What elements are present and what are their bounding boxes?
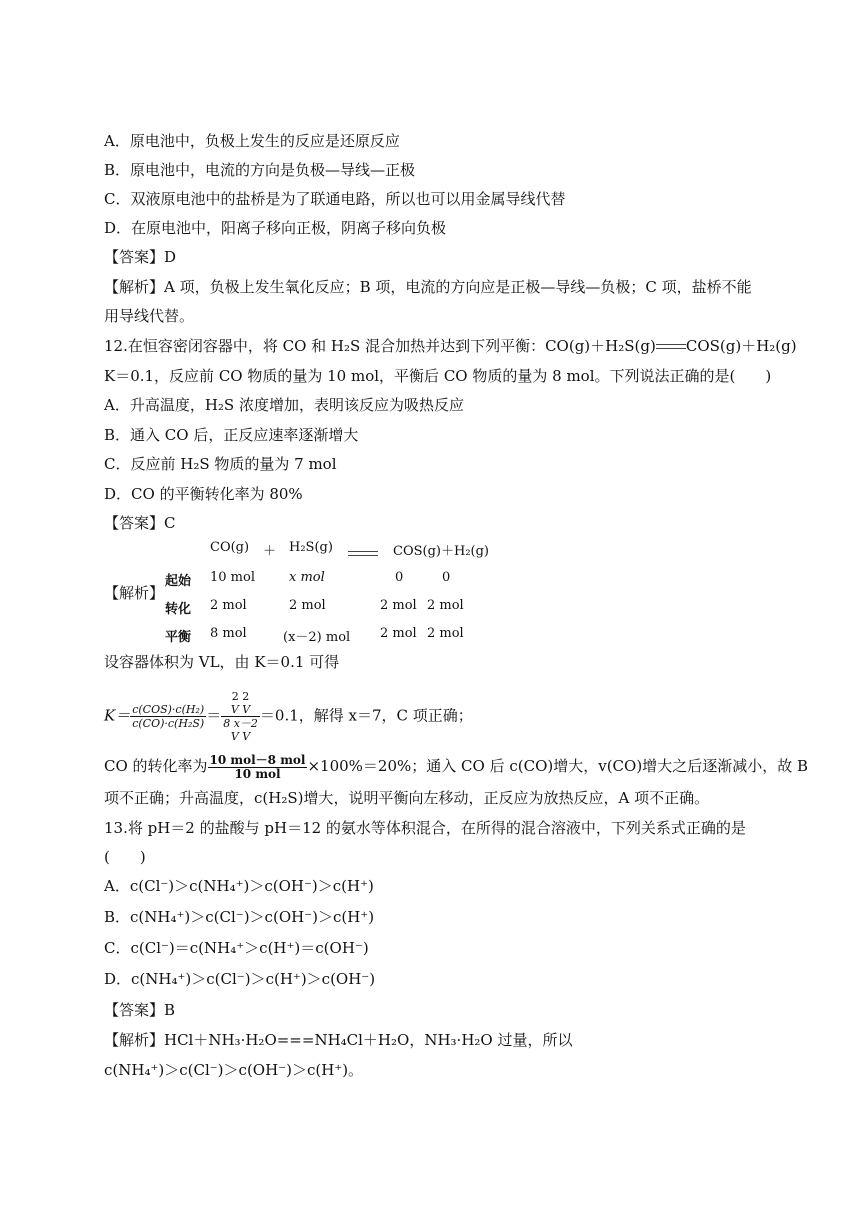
q12-k-expression	[104, 690, 473, 743]
k-tail: ＝0.1，解得 x＝7，C 项正确；	[259, 706, 473, 725]
q13-option-d: D．c(NH₄⁺)＞c(Cl⁻)＞c(H⁺)＞c(OH⁻)	[104, 970, 376, 988]
table-cell: 8 mol	[210, 626, 247, 641]
q12-stem-line1	[104, 336, 797, 356]
q12-stem-line2: K＝0.1，反应前 CO 物质的量为 10 mol，平衡后 CO 物质的量为 8 mol。下列说法正确的是( )	[104, 367, 772, 385]
q12-option-b: B．通入 CO 后，正反应速率逐渐增大	[104, 426, 359, 444]
k-num-bottom: V V	[230, 703, 251, 716]
table-cell: 10 mol	[210, 570, 255, 585]
k-prefix: K＝	[104, 706, 131, 725]
table-cell: 2 mol	[210, 598, 247, 613]
q13-stem-line2: ( )	[104, 848, 146, 866]
q12-volume-line: 设容器体积为 VL，由 K＝0.1 可得	[104, 653, 340, 671]
q13-option-a: A．c(Cl⁻)＞c(NH₄⁺)＞c(OH⁻)＞c(H⁺)	[104, 877, 374, 895]
q12-option-c: C．反应前 H₂S 物质的量为 7 mol	[104, 455, 337, 473]
conv-numerator: 10 mol－8 mol	[209, 752, 306, 767]
table-equilibrium-arrow-icon	[348, 546, 378, 561]
q12-option-d: D．CO 的平衡转化率为 80%	[104, 485, 303, 503]
q11-option-a: A．原电池中，负极上发生的反应是还原反应	[104, 132, 400, 150]
k-num-top: 2 2	[231, 690, 250, 703]
table-cell: 0	[442, 570, 451, 585]
table-cell: 2 mol	[427, 598, 464, 613]
k-den-bottom: V V	[230, 730, 251, 743]
k-fraction-numerator: c(COS)·c(H₂)	[132, 703, 205, 716]
q11-option-b: B．原电池中，电流的方向是负极—导线—正极	[104, 161, 416, 179]
q12-answer: 【答案】C	[104, 514, 176, 532]
table-header-products: COS(g)＋H₂(g)	[393, 544, 489, 559]
k-fraction-values	[221, 690, 260, 743]
conv-prefix: CO 的转化率为	[104, 757, 208, 775]
equilibrium-arrow-icon	[656, 343, 686, 351]
q13-option-b: B．c(NH₄⁺)＞c(Cl⁻)＞c(OH⁻)＞c(H⁺)	[104, 908, 375, 926]
q13-stem-line1: 13.将 pH＝2 的盐酸与 pH＝12 的氨水等体积混合，在所得的混合溶液中，下列关系式正确的是	[104, 819, 746, 837]
k-den-top: 8 x－2	[223, 717, 258, 730]
q11-option-c: C．双液原电池中的盐桥是为了联通电路，所以也可以用金属导线代替	[104, 190, 566, 208]
table-header-plus: ＋	[263, 544, 277, 559]
table-cell: (x－2) mol	[283, 630, 351, 645]
conv-tail: ×100%＝20%；通入 CO 后 c(CO)增大，v(CO)增大之后逐渐减小，故 B	[307, 757, 808, 775]
q12-stem-right: COS(g)＋H₂(g)	[685, 337, 797, 355]
q11-answer: 【答案】D	[104, 248, 177, 266]
q13-answer: 【答案】B	[104, 1001, 176, 1019]
q11-analysis-line2: 用导线代替。	[104, 307, 195, 325]
q12-option-a: A．升高温度，H₂S 浓度增加，表明该反应为吸热反应	[104, 396, 464, 414]
k-equals: ＝	[206, 706, 222, 725]
conv-fraction	[208, 754, 308, 781]
q12-analysis-label: 【解析】	[104, 584, 165, 602]
table-header-h2s: H₂S(g)	[289, 540, 333, 555]
table-row-change-label: 转化	[165, 602, 192, 617]
q13-analysis-line2: c(NH₄⁺)＞c(Cl⁻)＞c(OH⁻)＞c(H⁺)。	[104, 1061, 364, 1079]
q11-analysis-line1: 【解析】A 项，负极上发生氧化反应；B 项，电流的方向应是正极—导线—负极；C 项，盐桥不能	[104, 278, 752, 296]
table-row-equilibrium-label: 平衡	[165, 630, 192, 645]
q13-option-c: C．c(Cl⁻)＝c(NH₄⁺＞c(H⁺)＝c(OH⁻)	[104, 939, 369, 957]
table-cell: x mol	[289, 570, 325, 585]
table-row-start-label: 起始	[165, 574, 192, 589]
conv-denominator: 10 mol	[234, 766, 281, 781]
q12-conversion-line2: 项不正确；升高温度，c(H₂S)增大，说明平衡向左移动，正反应为放热反应，A 项不正确。	[104, 789, 710, 807]
q12-conversion-line	[104, 752, 808, 781]
table-cell: 2 mol	[380, 626, 417, 641]
k-values-denominator	[221, 717, 260, 743]
table-cell: 0	[395, 570, 404, 585]
q13-analysis-line1: 【解析】HCl＋NH₃·H₂O===NH₄Cl＋H₂O，NH₃·H₂O 过量，所以	[104, 1031, 573, 1049]
k-fraction-denominator: c(CO)·c(H₂S)	[132, 717, 205, 730]
table-cell: 2 mol	[380, 598, 417, 613]
k-values-numerator	[221, 690, 260, 717]
q11-option-d: D．在原电池中，阳离子移向正极，阴离子移向负极	[104, 219, 447, 237]
table-cell: 2 mol	[427, 626, 464, 641]
q12-stem-left: 12.在恒容密闭容器中，将 CO 和 H₂S 混合加热并达到下列平衡：CO(g)＋H₂S(g)	[104, 337, 656, 355]
table-cell: 2 mol	[289, 598, 326, 613]
k-fraction	[130, 703, 206, 730]
table-header-co: CO(g)	[210, 540, 250, 555]
